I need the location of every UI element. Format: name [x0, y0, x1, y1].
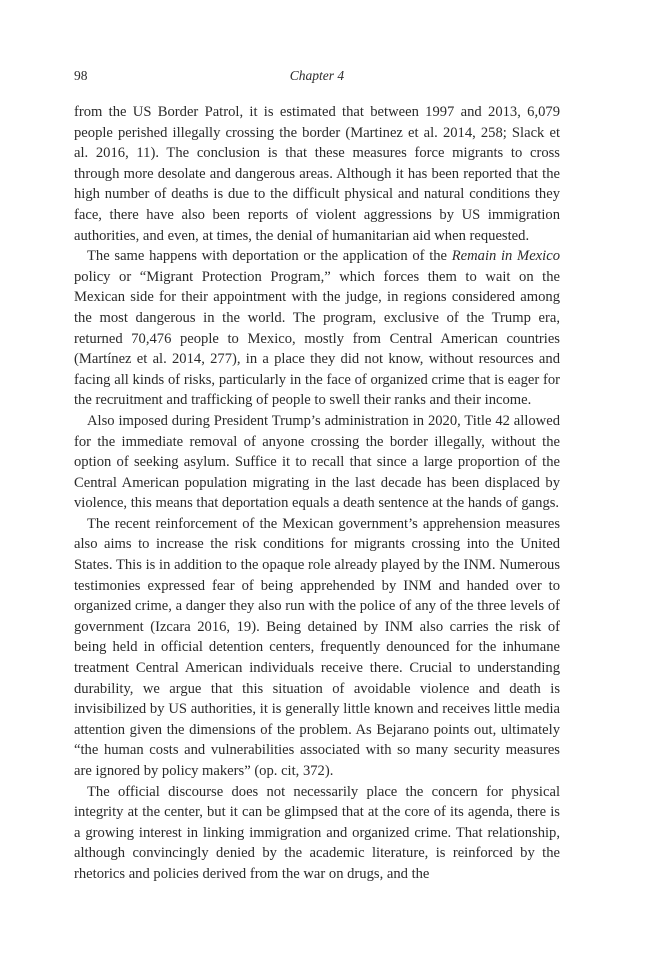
text-run: from the US Border Patrol, it is estimated that between 1997 and 2013, 6,079 people perished illegally crossing the border (Martinez et al. 2014, 258; Slack et al. 2016, 11). The conclusion is that these measures force migrants to cross through more desolate and dangerous areas. Although it has been reported that the high number of deaths is due to the difficult physical and natural conditions they face, there have also been reports of violent aggressions by US immigration authorities, and even, at times, the denial of humanitarian aid when requested.	[74, 104, 560, 244]
paragraph-3	[74, 411, 560, 514]
paragraph-5	[74, 782, 560, 885]
book-page	[74, 66, 560, 885]
body-text	[74, 102, 560, 885]
running-head	[74, 66, 560, 86]
italic-phrase: Remain in Mexico	[451, 248, 560, 265]
text-run: The same happens with deportation or the application of the	[87, 248, 452, 265]
page-number: 98	[74, 68, 88, 83]
text-run: policy or “Migrant Protection Program,” which forces them to wait on the Mexican side for their appointment with the judge, in regions considered among the most dangerous in the world. The program, exclusive of the Trump era, returned 70,476 people to Mexico, mostly from Central American countries (Martínez et al. 2014, 277), in a place they did not know, without resources and facing all kinds of risks, particularly in the face of organized crime that is eager for the recruitment and trafficking of people to swell their ranks and their income.	[74, 268, 560, 409]
text-run: Also imposed during President Trump’s administration in 2020, Title 42 allowed for the immediate removal of anyone crossing the border illegally, without the option of seeking asylum. Suffice it to recall that since a large proportion of the Central American population migrating in the last decade has been displaced by violence, this means that deportation equals a death sentence at the hands of gangs.	[74, 412, 560, 512]
text-run: The official discourse does not necessarily place the concern for physical integrity at the center, but it can be glimpsed that at the core of its agenda, there is a growing interest in linking immigration and organized crime. That relationship, although convincingly denied by the academic literature, is reinforced by the rhetorics and policies derived from the war on drugs, and the	[74, 783, 560, 882]
text-run: The recent reinforcement of the Mexican government’s apprehension measures also aims to increase the risk conditions for migrants crossing into the United States. This is in addition to the opaque role already played by the INM. Numerous testimonies expressed fear of being apprehended by INM and handed over to organized crime, a danger they also run with the police of any of the three levels of government (Izcara 2016, 19). Being detained by INM also carries the risk of being held in official detention centers, frequently denounced for the inhumane treatment Central American individuals receive there. Crucial to understanding durability, we argue that this situation of avoidable violence and death is invisibilized by US authorities, it is generally little known and receives little media attention given the dimensions of the problem. As Bejarano points out, ultimately “the human costs and vulnerabilities associated with so many security measures are ignored by policy makers” (op. cit, 372).	[74, 515, 560, 779]
paragraph-4	[74, 514, 560, 782]
paragraph-2	[74, 246, 560, 411]
chapter-title: Chapter 4	[289, 68, 345, 83]
paragraph-1	[74, 102, 560, 246]
